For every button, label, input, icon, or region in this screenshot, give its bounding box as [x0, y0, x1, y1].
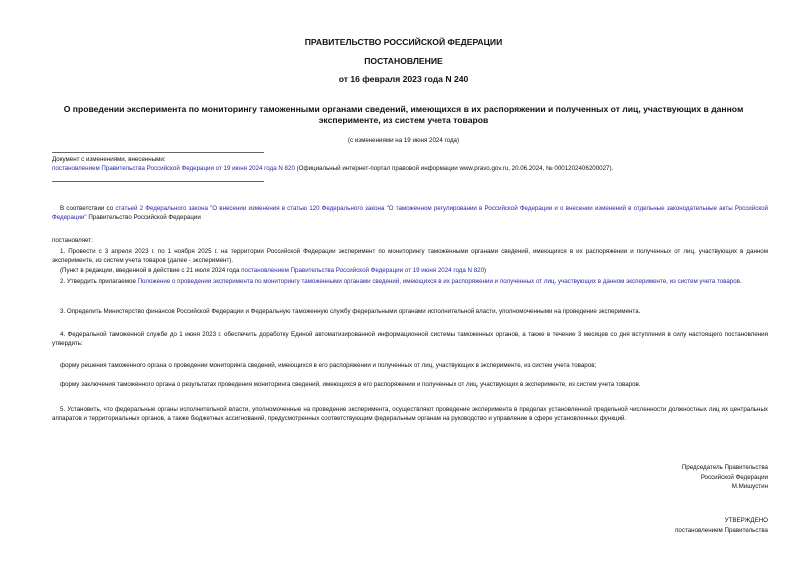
- approved-block: [675, 516, 768, 535]
- changes-block: [52, 155, 768, 173]
- approved-line-1: УТВЕРЖДЕНО: [724, 517, 768, 524]
- preamble-suffix: Правительство Российской Федерации: [86, 214, 201, 222]
- item-1: 1. Провести с 3 апреля 2023 г. по 1 ноября 2025 г. на территории Российской Федерации эксперимент по мониторингу таможенными органами сведений, имеющихся в их распоряжении и полученных от лиц, участвующих в данном эксперименте, из систем учета товаров (далее - эксперимент).: [52, 248, 768, 265]
- item-2-prefix: 2. Утвердить прилагаемое: [60, 278, 138, 285]
- government-heading: ПРАВИТЕЛЬСТВО РОССИЙСКОЙ ФЕДЕРАЦИИ: [304, 37, 503, 47]
- changes-line: [52, 164, 768, 173]
- title-line-1: О проведении эксперимента по мониторингу таможенными органами сведений, имеющихся в их распоряжении и полученных от лиц, участвующих в данном: [63, 104, 744, 114]
- signature-line-2: Российской Федерации: [700, 473, 768, 481]
- item-1-note-suffix: ): [484, 267, 487, 274]
- document-title: [0, 104, 807, 126]
- preamble-prefix: В соответствии со: [60, 205, 116, 212]
- changes-tail: (Официальный интернет-портал правовой информации www.pravo.gov.ru, 20.06.2024, № 0001202406200027).: [294, 165, 614, 172]
- revision-note: (с изменениями на 19 июня 2024 года): [347, 137, 460, 144]
- signature-line-3: М.Мишустин: [731, 483, 768, 491]
- divider-bottom: [52, 181, 264, 182]
- item-4-form-b: форму заключения таможенного органа о результатах проведения мониторинга сведений, имеющихся в его распоряжении и полученных от лиц, участвующих в эксперименте, из систем учета товаров.: [60, 381, 641, 388]
- divider-top: [52, 152, 264, 153]
- item-4-form-a: форму решения таможенного органа о проведении мониторинга сведений, имеющихся в его распоряжении и полученных от лиц, участвующих в эксперименте, из систем учета товаров;: [60, 362, 597, 369]
- signature-line-1: Председатель Правительства: [681, 464, 768, 471]
- approved-line-2: постановлением Правительства: [675, 526, 768, 534]
- date-number-heading: от 16 февраля 2023 года N 240: [338, 74, 469, 84]
- changes-link[interactable]: постановлением Правительства Российской Федерации от 19 июня 2024 года N 820: [52, 165, 295, 172]
- decree-label: постановляет:: [52, 237, 93, 244]
- item-1-note-prefix: (Пункт в редакции, введенной в действие с 21 июля 2024 года: [60, 267, 242, 274]
- signature-block: [682, 463, 768, 492]
- item-2-suffix: .: [739, 278, 742, 285]
- doc-type-heading: ПОСТАНОВЛЕНИЕ: [364, 56, 443, 66]
- item-2: [52, 277, 768, 286]
- preamble-paragraph: [52, 204, 768, 223]
- item-1-note: [60, 266, 768, 275]
- item-1-note-link[interactable]: постановлением Правительства Российской Федерации от 19 июня 2024 года N 820: [241, 267, 485, 274]
- title-line-2: эксперименте, из систем учета товаров: [318, 115, 489, 125]
- preamble-link[interactable]: статьей 2 Федерального закона "О внесении изменения в статью 120 Федерального закона "О таможенном регулировании в Российской Федерации и о внесении изменений в отдельные законодательные акты Российской Федерации": [52, 205, 768, 222]
- item-3: 3. Определить Министерство финансов Российской Федерации и Федеральную таможенную службу федеральными органами исполнительной власти, уполномоченными на проведение эксперимента.: [60, 308, 641, 315]
- item-4: 4. Федеральной таможенной службе до 1 июня 2023 г. обеспечить доработку Единой автоматизированной информационной системы таможенных органов, а также в течение 3 месяцев со дня вступления в силу настоящего постановления утвердить:: [52, 331, 768, 348]
- item-5: 5. Установить, что федеральные органы исполнительной власти, уполномоченные на проведение эксперимента, осуществляют проведение эксперимента в пределах установленной предельной численности должностных лиц их центральных аппаратов и территориальных органов, а также бюджетных ассигнований, предусмотренных соответствующим федеральным органам на руководство и управление в сфере установленных функций.: [52, 406, 768, 423]
- item-2-link[interactable]: Положение о проведении эксперимента по мониторингу таможенными органами сведений, имеющихся в их распоряжении и полученных от лиц, участвующих в данном эксперименте, из систем учета товаров: [137, 278, 740, 285]
- changes-label: Документ с изменениями, внесенными:: [52, 156, 166, 163]
